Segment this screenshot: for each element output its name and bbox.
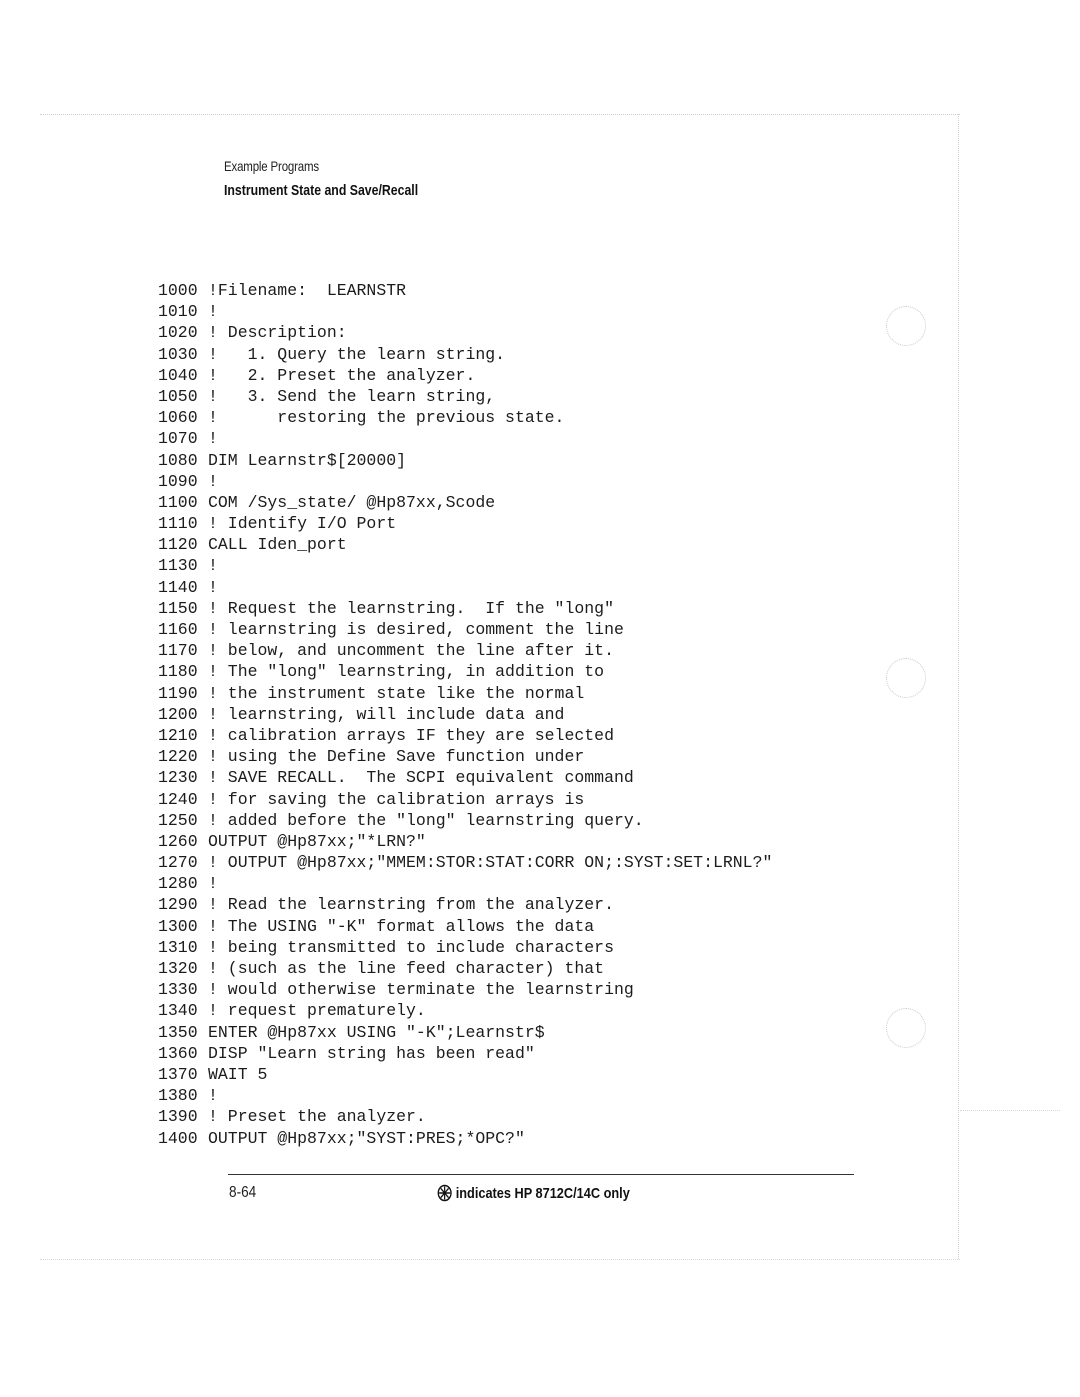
line-text: OUTPUT @Hp87xx;"SYST:PRES;*OPC?" xyxy=(208,1128,525,1148)
code-line xyxy=(158,344,772,365)
line-text: ! Read the learnstring from the analyzer. xyxy=(208,895,614,915)
code-line xyxy=(158,407,772,428)
code-line xyxy=(158,365,772,386)
code-line xyxy=(158,1064,772,1085)
line-text: ! being transmitted to include characters xyxy=(208,937,614,957)
line-number: 1200 xyxy=(158,704,198,724)
line-number: 1020 xyxy=(158,323,198,343)
line-number: 1150 xyxy=(158,598,198,618)
line-text: ! learnstring is desired, comment the line xyxy=(208,620,624,639)
code-line xyxy=(158,894,772,915)
line-text: ! Request the learnstring. If the "long" xyxy=(208,598,614,618)
code-line xyxy=(158,704,772,725)
code-line xyxy=(158,428,772,449)
code-line xyxy=(158,280,772,301)
line-text: ! learnstring, will include data and xyxy=(208,704,565,724)
code-line xyxy=(158,1128,772,1149)
code-line xyxy=(158,979,772,1000)
line-number: 1300 xyxy=(158,916,198,936)
line-text: ! request prematurely. xyxy=(208,1001,426,1021)
line-number: 1290 xyxy=(158,895,198,915)
hp-star-icon xyxy=(437,1184,452,1202)
code-line xyxy=(158,831,772,852)
scan-border-top xyxy=(40,114,960,115)
code-line xyxy=(158,725,772,746)
line-number: 1180 xyxy=(158,662,198,682)
page-title: Instrument State and Save/Recall xyxy=(224,182,419,199)
code-line xyxy=(158,577,772,598)
line-text: ! 1. Query the learn string. xyxy=(208,344,506,364)
footer-note-text: indicates HP 8712C/14C only xyxy=(455,1184,630,1202)
code-line xyxy=(158,661,772,682)
line-number: 1100 xyxy=(158,492,198,512)
line-text: ! 2. Preset the analyzer. xyxy=(208,365,476,385)
binder-hole-icon xyxy=(886,658,926,698)
code-line xyxy=(158,1043,772,1064)
line-number: 1370 xyxy=(158,1064,198,1084)
footer-rule xyxy=(228,1174,854,1175)
line-text: ! restoring the previous state. xyxy=(208,408,565,428)
line-text: OUTPUT @Hp87xx;"*LRN?" xyxy=(208,831,426,851)
line-number: 1090 xyxy=(158,471,198,491)
line-text: !Filename: LEARNSTR xyxy=(208,281,407,300)
code-line xyxy=(158,916,772,937)
line-number: 1220 xyxy=(158,747,198,767)
code-line xyxy=(158,386,772,407)
line-number: 1230 xyxy=(158,768,198,788)
line-number: 1360 xyxy=(158,1043,198,1063)
line-number: 1270 xyxy=(158,853,198,873)
code-line xyxy=(158,937,772,958)
line-text: ! calibration arrays IF they are selected xyxy=(208,725,614,745)
line-number: 1210 xyxy=(158,725,198,745)
page-number: 8-64 xyxy=(229,1184,257,1201)
line-number: 1130 xyxy=(158,556,198,576)
line-number: 1330 xyxy=(158,980,198,1000)
line-text: ! The USING "-K" format allows the data xyxy=(208,916,595,936)
scan-border-right xyxy=(958,114,959,1259)
code-line xyxy=(158,322,772,343)
line-number: 1240 xyxy=(158,789,198,809)
code-line xyxy=(158,598,772,619)
line-number: 1010 xyxy=(158,302,198,322)
line-number: 1050 xyxy=(158,386,198,406)
line-text: ! xyxy=(208,874,218,894)
line-number: 1160 xyxy=(158,620,198,639)
line-number: 1060 xyxy=(158,408,198,428)
code-line xyxy=(158,852,772,873)
line-text: ! SAVE RECALL. The SCPI equivalent command xyxy=(208,768,634,788)
line-number: 1280 xyxy=(158,874,198,894)
code-line xyxy=(158,767,772,788)
line-number: 1110 xyxy=(158,514,198,534)
code-line xyxy=(158,1000,772,1021)
code-line xyxy=(158,1085,772,1106)
code-line xyxy=(158,555,772,576)
code-line xyxy=(158,619,772,640)
line-text: ! below, and uncomment the line after it. xyxy=(208,641,614,661)
line-text: ! added before the "long" learnstring query. xyxy=(208,810,644,830)
code-line xyxy=(158,683,772,704)
line-text: ENTER @Hp87xx USING "-K";Learnstr$ xyxy=(208,1022,545,1042)
footer-note xyxy=(437,1184,630,1202)
line-text: ! xyxy=(208,429,218,449)
code-line xyxy=(158,640,772,661)
scan-border-mid xyxy=(960,1110,1060,1111)
code-listing xyxy=(158,280,772,1149)
code-line xyxy=(158,873,772,894)
line-number: 1250 xyxy=(158,810,198,830)
line-text: WAIT 5 xyxy=(208,1064,268,1084)
line-text: ! xyxy=(208,471,218,491)
line-number: 1120 xyxy=(158,535,198,555)
code-line xyxy=(158,958,772,979)
code-line xyxy=(158,1022,772,1043)
line-text: COM /Sys_state/ @Hp87xx,Scode xyxy=(208,492,496,512)
line-text: ! using the Define Save function under xyxy=(208,747,585,767)
code-line xyxy=(158,513,772,534)
line-number: 1400 xyxy=(158,1128,198,1148)
line-text: ! for saving the calibration arrays is xyxy=(208,789,585,809)
code-line xyxy=(158,492,772,513)
line-number: 1340 xyxy=(158,1001,198,1021)
line-number: 1140 xyxy=(158,577,198,597)
line-text: ! the instrument state like the normal xyxy=(208,683,585,703)
line-text: ! The "long" learnstring, in addition to xyxy=(208,662,605,682)
code-line xyxy=(158,450,772,471)
line-number: 1390 xyxy=(158,1107,198,1127)
binder-hole-icon xyxy=(886,1008,926,1048)
line-text: ! would otherwise terminate the learnstring xyxy=(208,980,634,1000)
code-line xyxy=(158,789,772,810)
line-number: 1030 xyxy=(158,344,198,364)
line-number: 1380 xyxy=(158,1086,198,1106)
line-text: ! 3. Send the learn string, xyxy=(208,386,496,406)
code-line xyxy=(158,810,772,831)
binder-hole-icon xyxy=(886,306,926,346)
line-text: ! xyxy=(208,577,218,597)
line-number: 1000 xyxy=(158,281,198,300)
line-text: ! xyxy=(208,556,218,576)
line-text: ! xyxy=(208,302,218,322)
line-text: ! Preset the analyzer. xyxy=(208,1107,426,1127)
line-text: ! xyxy=(208,1086,218,1106)
line-number: 1350 xyxy=(158,1022,198,1042)
line-number: 1320 xyxy=(158,959,198,978)
line-number: 1080 xyxy=(158,450,198,470)
line-text: CALL Iden_port xyxy=(208,535,347,555)
code-line xyxy=(158,746,772,767)
line-number: 1040 xyxy=(158,365,198,385)
line-text: ! Identify I/O Port xyxy=(208,514,397,534)
line-number: 1260 xyxy=(158,831,198,851)
line-text: ! Description: xyxy=(208,323,347,343)
scan-border-bottom xyxy=(40,1259,960,1260)
line-text: ! OUTPUT @Hp87xx;"MMEM:STOR:STAT:CORR ON;:SYST:SET:LRNL?" xyxy=(208,853,773,873)
section-heading: Example Programs xyxy=(224,158,319,174)
line-text: DISP "Learn string has been read" xyxy=(208,1043,535,1063)
line-number: 1190 xyxy=(158,683,198,703)
line-number: 1170 xyxy=(158,641,198,661)
line-text: DIM Learnstr$[20000] xyxy=(208,450,407,470)
code-line xyxy=(158,534,772,555)
line-number: 1310 xyxy=(158,937,198,957)
code-line xyxy=(158,301,772,322)
line-text: ! (such as the line feed character) that xyxy=(208,959,605,978)
code-line xyxy=(158,1106,772,1127)
code-line xyxy=(158,471,772,492)
line-number: 1070 xyxy=(158,429,198,449)
